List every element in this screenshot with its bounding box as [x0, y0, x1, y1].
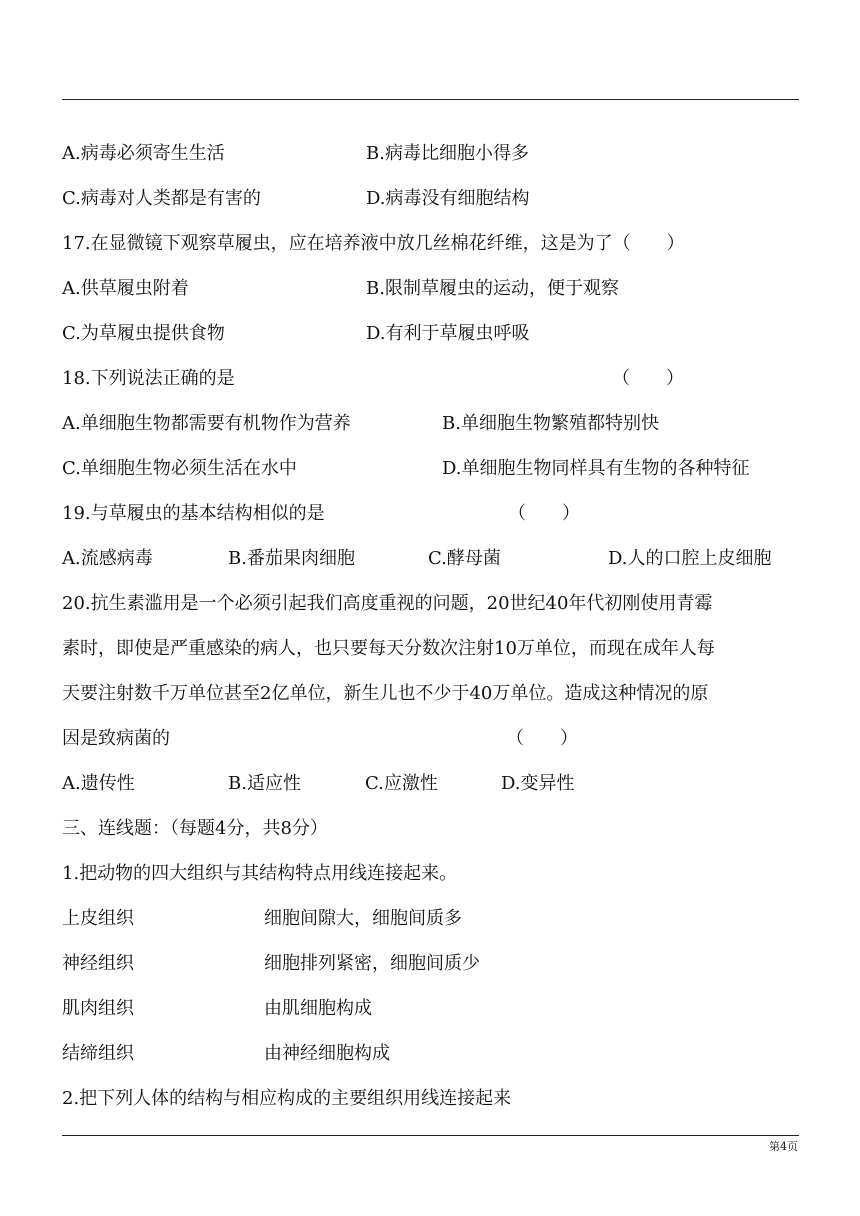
page-number: 第4页	[769, 1140, 798, 1153]
section-3-title: 三、连线题：（每题4分，共8分）	[62, 818, 328, 839]
header-rule	[62, 99, 799, 100]
q19-option-d: D.人的口腔上皮细胞	[608, 548, 772, 569]
matching-q1-left-item: 肌肉组织	[62, 998, 134, 1019]
q17-stem: 17.在显微镜下观察草履虫，应在培养液中放几丝棉花纤维，这是为了（ ）	[62, 233, 685, 254]
matching-q1-left-item: 结缔组织	[62, 1043, 134, 1064]
footer-rule	[62, 1135, 799, 1136]
matching-q1-left-item: 神经组织	[62, 953, 134, 974]
q16-option-d: D.病毒没有细胞结构	[366, 188, 530, 209]
q19-option-c: C.酵母菌	[428, 548, 501, 569]
q20-stem-line-1: 20.抗生素滥用是一个必须引起我们高度重视的问题，20世纪40年代初刚使用青霉	[62, 593, 713, 614]
matching-q2-stem: 2.把下列人体的结构与相应构成的主要组织用线连接起来	[62, 1088, 512, 1109]
q19-stem: 19.与草履虫的基本结构相似的是	[62, 503, 325, 524]
q16-option-c: C.病毒对人类都是有害的	[62, 188, 261, 209]
matching-q1-right-item: 由肌细胞构成	[264, 998, 372, 1019]
matching-q1-left-item: 上皮组织	[62, 908, 134, 929]
matching-q1-stem: 1.把动物的四大组织与其结构特点用线连接起来。	[62, 863, 458, 884]
q19-answer-bracket: （ ）	[508, 503, 580, 524]
q20-option-c: C.应激性	[365, 773, 438, 794]
q20-stem-line-4: 因是致病菌的	[62, 728, 170, 749]
q20-stem-line-2: 素时，即使是严重感染的病人，也只要每天分数次注射10万单位，而现在成年人每	[62, 638, 715, 659]
matching-q1-right-item: 细胞排列紧密，细胞间质少	[264, 953, 480, 974]
q19-option-b: B.番茄果肉细胞	[228, 548, 355, 569]
q17-option-d: D.有利于草履虫呼吸	[366, 323, 530, 344]
q20-option-a: A.遗传性	[62, 773, 135, 794]
matching-q1-right-item: 细胞间隙大，细胞间质多	[264, 908, 462, 929]
q17-option-a: A.供草履虫附着	[62, 278, 189, 299]
q16-option-b: B.病毒比细胞小得多	[366, 143, 529, 164]
q18-option-d: D.单细胞生物同样具有生物的各种特征	[442, 458, 750, 479]
q19-option-a: A.流感病毒	[62, 548, 153, 569]
q17-option-b: B.限制草履虫的运动，便于观察	[366, 278, 619, 299]
q20-option-d: D.变异性	[501, 773, 575, 794]
q18-option-a: A.单细胞生物都需要有机物作为营养	[62, 413, 351, 434]
matching-q1-right-item: 由神经细胞构成	[264, 1043, 390, 1064]
q18-option-c: C.单细胞生物必须生活在水中	[62, 458, 297, 479]
q20-answer-bracket: （ ）	[506, 728, 578, 749]
q20-stem-line-3: 天要注射数千万单位甚至2亿单位，新生儿也不少于40万单位。造成这种情况的原	[62, 683, 709, 704]
q20-option-b: B.适应性	[228, 773, 301, 794]
q18-option-b: B.单细胞生物繁殖都特别快	[442, 413, 659, 434]
q18-answer-bracket: （ ）	[612, 368, 684, 389]
q18-stem: 18.下列说法正确的是	[62, 368, 235, 389]
q17-option-c: C.为草履虫提供食物	[62, 323, 225, 344]
q16-option-a: A.病毒必须寄生生活	[62, 143, 225, 164]
